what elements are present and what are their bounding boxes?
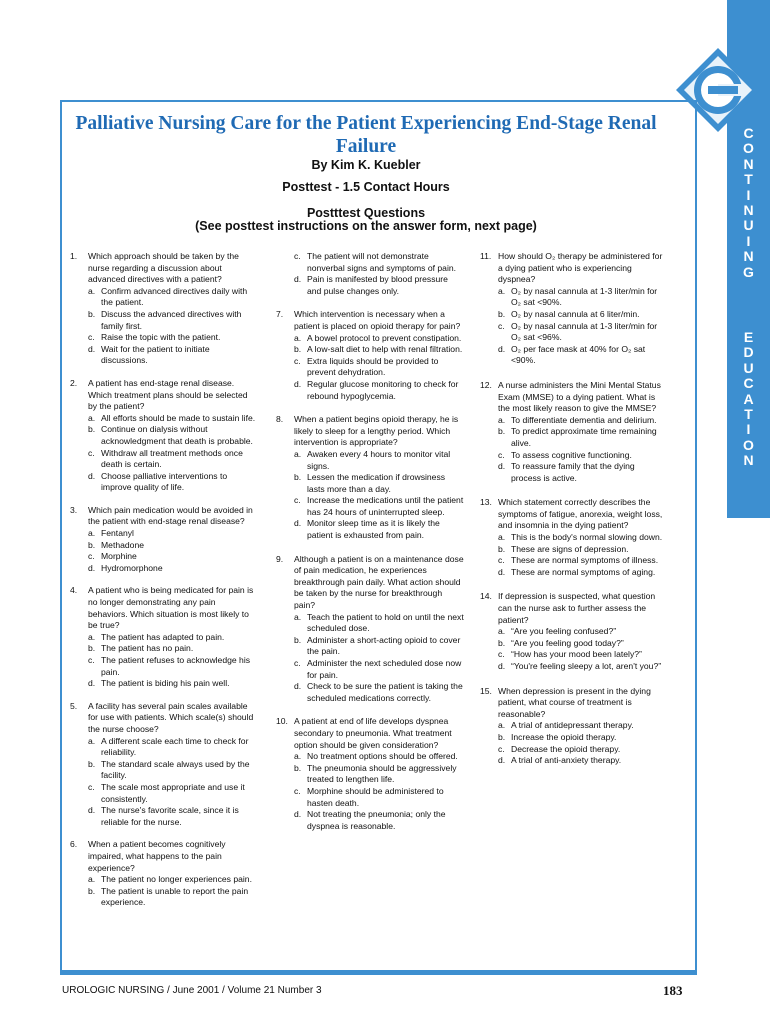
answer-option [276, 809, 464, 832]
option-text: Raise the topic with the patient. [101, 332, 221, 343]
option-letter: a. [88, 735, 96, 746]
option-letter: c. [294, 658, 301, 668]
question-text: A facility has several pain scales available for use with patients. Which scale(s) should the nurse choose? [88, 700, 254, 734]
option-text: Administer a short-acting opioid to cover the pain. [307, 634, 461, 657]
option-text: The patient has adapted to pain. [101, 631, 225, 642]
answer-option [70, 643, 257, 655]
answer-option [70, 540, 257, 552]
question-text: Which intervention is necessary when a patient is placed on opioid therapy for pain? [294, 309, 461, 331]
question-number: 10. [276, 716, 288, 727]
answer-option [70, 551, 257, 563]
question-2 [70, 378, 257, 494]
option-text: These are normal symptoms of aging. [511, 566, 656, 577]
option-letter: a. [498, 532, 506, 543]
question-text: If depression is suspected, what question can the nurse ask to further assess the patient? [498, 591, 656, 625]
question-8 [276, 414, 464, 542]
answer-option [70, 332, 257, 344]
answer-option [480, 309, 666, 321]
option-text: Extra liquids should be provided to prevent dehydration. [307, 355, 439, 378]
option-letter: b. [294, 472, 302, 483]
question-number: 14. [480, 591, 492, 602]
option-letter: a. [294, 448, 302, 459]
answer-option [276, 472, 464, 495]
option-letter: a. [498, 720, 506, 731]
option-letter: c. [294, 251, 301, 261]
option-letter: b. [294, 762, 302, 773]
option-text: Lessen the medication if drowsiness lasts more than a day. [307, 472, 446, 494]
option-text: Check to be sure the patient is taking the scheduled medications correctly. [307, 681, 463, 703]
question-13 [480, 497, 666, 578]
answer-option [276, 379, 464, 402]
option-text: O₂ per face mask at 40% for O₂ sat <90%. [511, 343, 646, 366]
question-3 [70, 505, 257, 575]
question-text: Which pain medication would be avoided in the patient with end-stage renal disease? [88, 504, 253, 527]
answer-option [480, 732, 666, 744]
question-text: When a patient begins opioid therapy, he is likely to sleep for a lengthy period. Which intervention is appropriate? [294, 414, 459, 448]
option-letter: a. [498, 285, 506, 296]
question-14 [480, 591, 666, 672]
question-number: 2. [70, 377, 78, 388]
option-text: The pneumonia should be aggressively treated to lengthen life. [307, 762, 457, 785]
option-text: Fentanyl [101, 528, 134, 539]
option-letter: d. [88, 562, 96, 573]
option-text: These are signs of depression. [511, 543, 629, 554]
option-text: Administer the next scheduled dose now for pain. [307, 658, 462, 680]
answer-option [276, 612, 464, 635]
question-number: 3. [70, 504, 78, 515]
question-number: 6. [70, 839, 78, 850]
question-text: How should O₂ therapy be administered for a dying patient who is experiencing dyspnea? [498, 251, 663, 285]
instructions-note: (See posttest instructions on the answer form, next page) [195, 219, 537, 233]
question-9 [276, 554, 464, 705]
answer-option [70, 528, 257, 540]
questions-heading: Postttest Questions [306, 206, 426, 220]
answer-option [480, 638, 666, 650]
contact-hours: Posttest - 1.5 Contact Hours [282, 180, 450, 194]
answer-option [276, 274, 464, 297]
option-letter: b. [88, 539, 96, 550]
option-letter: d. [88, 470, 96, 481]
option-letter: d. [88, 805, 96, 816]
question-text: Which approach should be taken by the nurse regarding a discussion about advanced directives with a patient? [88, 251, 239, 285]
answer-option [480, 450, 666, 462]
answer-option [70, 471, 257, 494]
option-letter: a. [498, 626, 506, 637]
option-letter: a. [294, 751, 302, 762]
answer-option [70, 632, 257, 644]
answer-option [480, 744, 666, 756]
option-letter: d. [294, 681, 302, 692]
answer-option [70, 736, 257, 759]
answer-option [276, 333, 464, 345]
option-text: The scale most appropriate and use it consistently. [101, 781, 245, 804]
answer-option [480, 720, 666, 732]
option-text: Regular glucose monitoring to check for rebound hypoglycemia. [307, 378, 459, 401]
answer-option [276, 356, 464, 379]
answer-option [276, 518, 464, 541]
answer-option [276, 681, 464, 704]
option-letter: c. [498, 320, 505, 331]
option-letter: c. [498, 555, 505, 566]
option-letter: c. [498, 649, 505, 660]
question-12 [480, 380, 666, 484]
option-letter: d. [498, 343, 506, 354]
option-text: The patient will not demonstrate nonverbal signs and symptoms of pain. [307, 251, 457, 273]
question-continued [276, 251, 464, 297]
option-letter: b. [498, 543, 506, 554]
option-text: To predict approximate time remaining alive. [511, 426, 657, 448]
answer-option [70, 413, 257, 425]
question-text: A patient has end-stage renal disease. Which treatment plans should be selected by the patient? [88, 377, 248, 412]
option-letter: d. [294, 809, 302, 820]
question-number: 8. [276, 414, 284, 425]
option-text: “How has your mood been lately?” [511, 649, 642, 660]
question-number: 4. [70, 585, 78, 596]
option-letter: d. [88, 343, 96, 354]
answer-option [480, 321, 666, 344]
option-text: Hydromorphone [101, 562, 163, 573]
option-letter: b. [88, 885, 96, 896]
option-letter: a. [498, 414, 506, 425]
option-letter: d. [498, 661, 506, 671]
option-text: “Are you feeling confused?” [511, 626, 617, 637]
option-letter: c. [88, 332, 95, 343]
option-text: Confirm advanced directives daily with the patient. [101, 285, 248, 308]
answer-option [70, 874, 257, 886]
question-text: When a patient becomes cognitively impaired, what happens to the pain experience? [88, 839, 226, 873]
question-10 [276, 716, 464, 832]
option-letter: a. [294, 611, 302, 622]
option-letter: b. [294, 344, 302, 355]
answer-option [480, 755, 666, 767]
option-text: All efforts should be made to sustain life. [101, 412, 256, 423]
answer-option [70, 424, 257, 447]
option-letter: b. [88, 643, 96, 654]
question-column-1 [70, 251, 257, 909]
answer-option [276, 251, 464, 274]
answer-option [480, 461, 666, 484]
page-number: 183 [663, 983, 683, 998]
option-text: O₂ by nasal cannula at 1-3 liter/min for O₂ sat <90%. [511, 285, 658, 308]
question-15 [480, 686, 666, 767]
answer-option [276, 449, 464, 472]
option-text: The nurse's favorite scale, since it is reliable for the nurse. [101, 805, 239, 827]
option-text: The patient refuses to acknowledge his pain. [101, 655, 251, 677]
answer-option [480, 532, 666, 544]
option-text: Increase the medications until the patient has 24 hours of uninterrupted sleep. [307, 495, 464, 517]
answer-option [480, 567, 666, 579]
option-text: Discuss the advanced directives with family first. [101, 308, 242, 331]
question-11 [480, 251, 666, 367]
sidebar-word-continuing: C O N T I N U I N G [743, 125, 754, 280]
option-letter: d. [294, 274, 302, 285]
option-text: Decrease the opioid therapy. [511, 743, 621, 754]
answer-option [70, 286, 257, 309]
option-text: O₂ by nasal cannula at 1-3 liter/min for O₂ sat <96%. [511, 320, 658, 343]
option-text: To differentiate dementia and delirium. [511, 414, 657, 425]
option-text: “Are you feeling good today?” [511, 637, 624, 648]
option-letter: b. [88, 424, 96, 435]
answer-option [70, 678, 257, 690]
question-4 [70, 585, 257, 689]
option-text: A bowel protocol to prevent constipation. [307, 332, 462, 343]
answer-option [480, 626, 666, 638]
question-1 [70, 251, 257, 367]
answer-option [480, 649, 666, 661]
answer-option [480, 426, 666, 449]
question-text: A nurse administers the Mini Mental Status Exam (MMSE) to a dying patient. What is the most likely reason to give the MMSE? [498, 379, 661, 414]
answer-option [70, 655, 257, 678]
answer-option [480, 544, 666, 556]
option-letter: a. [88, 528, 96, 539]
option-letter: c. [294, 495, 301, 506]
option-text: The patient no longer experiences pain. [101, 874, 252, 885]
article-title: Palliative Nursing Care for the Patient Experiencing End-Stage Renal Failure [75, 113, 657, 157]
question-number: 1. [70, 251, 78, 261]
question-number: 15. [480, 685, 492, 696]
option-letter: c. [88, 781, 95, 792]
option-text: A different scale each time to check for reliability. [101, 735, 249, 758]
answer-option [70, 759, 257, 782]
answer-option [276, 495, 464, 518]
option-text: These are normal symptoms of illness. [511, 555, 659, 566]
answer-option [276, 344, 464, 356]
answer-option [70, 805, 257, 828]
question-number: 11. [480, 251, 492, 261]
question-text: Which statement correctly describes the symptoms of fatigue, anorexia, weight loss, and insomnia in the dying patient? [498, 497, 663, 531]
option-letter: b. [498, 308, 506, 319]
option-text: Monitor sleep time as it is likely the patient is exhausted from pain. [307, 518, 440, 541]
question-column-2 [276, 251, 464, 832]
option-letter: c. [88, 447, 95, 458]
option-text: A trial of antidepressant therapy. [511, 720, 634, 731]
option-text: Morphine [101, 551, 137, 562]
option-text: Wait for the patient to initiate discussions. [101, 343, 210, 366]
answer-option [480, 415, 666, 427]
option-text: This is the body's normal slowing down. [511, 532, 663, 543]
option-text: The patient has no pain. [101, 643, 194, 654]
option-letter: d. [498, 566, 506, 577]
option-letter: c. [88, 551, 95, 562]
option-text: Choose palliative interventions to improve quality of life. [101, 470, 228, 493]
answer-option [276, 786, 464, 809]
answer-option [70, 782, 257, 805]
option-text: The patient is unable to report the pain experience. [101, 885, 249, 908]
option-letter: c. [294, 355, 301, 366]
answer-option [70, 344, 257, 367]
option-letter: a. [88, 412, 96, 423]
option-letter: b. [498, 426, 506, 437]
option-letter: d. [294, 518, 302, 529]
question-text: A patient at end of life develops dyspnea secondary to pneumonia. What treatment option should be given consideration? [294, 716, 452, 750]
option-text: O₂ by nasal cannula at 6 liter/min. [511, 308, 640, 319]
answer-option [276, 635, 464, 658]
option-letter: b. [498, 731, 506, 742]
option-text: A low-salt diet to help with renal filtration. [307, 344, 463, 355]
option-letter: a. [88, 285, 96, 296]
question-text: When depression is present in the dying patient, what course of treatment is reasonable? [498, 685, 651, 719]
option-text: Awaken every 4 hours to monitor vital signs. [307, 448, 451, 471]
option-text: “You're feeling sleepy a lot, aren't you?” [511, 661, 662, 671]
option-text: Increase the opioid therapy. [511, 731, 617, 742]
question-number: 5. [70, 700, 78, 711]
question-6 [70, 839, 257, 909]
question-7 [276, 309, 464, 402]
option-text: Continue on dialysis without acknowledgment that death is probable. [101, 424, 253, 446]
option-letter: a. [294, 332, 302, 343]
answer-option [70, 448, 257, 471]
question-column-3 [480, 251, 666, 767]
journal-citation: UROLOGIC NURSING / June 2001 / Volume 21 Number 3 [62, 985, 322, 996]
option-letter: d. [294, 378, 302, 389]
option-letter: b. [88, 308, 96, 319]
answer-option [276, 751, 464, 763]
option-letter: d. [498, 755, 506, 766]
option-text: No treatment options should be offered. [307, 751, 458, 762]
option-letter: c. [498, 743, 505, 754]
question-number: 7. [276, 309, 284, 320]
question-number: 9. [276, 553, 284, 564]
question-text: A patient who is being medicated for pain is no longer demonstrating any pain behaviors. Which situation is most likely to be true? [88, 585, 254, 631]
answer-option [70, 563, 257, 575]
option-letter: c. [498, 449, 505, 460]
option-letter: a. [88, 631, 96, 642]
answer-option [276, 763, 464, 786]
option-text: Pain is manifested by blood pressure and pulse changes only. [307, 274, 448, 296]
option-text: Not treating the pneumonia; only the dyspnea is reasonable. [307, 809, 446, 831]
answer-option [70, 886, 257, 909]
option-letter: b. [294, 634, 302, 645]
answer-option [70, 309, 257, 332]
option-letter: b. [498, 637, 506, 648]
option-letter: c. [294, 785, 301, 796]
option-letter: b. [88, 758, 96, 769]
author-byline: By Kim K. Kuebler [311, 158, 421, 172]
answer-option [276, 658, 464, 681]
option-letter: c. [88, 655, 95, 665]
question-text: Although a patient is on a maintenance dose of pain medication, he experiences breakthrough pain daily. What action should be taken by the nurse for breakthrough pain? [294, 553, 464, 611]
option-letter: a. [88, 874, 96, 885]
option-text: A trial of anti-anxiety therapy. [511, 755, 622, 766]
option-text: Morphine should be administered to hasten death. [307, 785, 444, 808]
footer-rule [60, 970, 697, 975]
answer-option [480, 286, 666, 309]
option-text: The standard scale always used by the facility. [101, 758, 250, 781]
option-text: Withdraw all treatment methods once death is certain. [101, 447, 243, 470]
option-text: Teach the patient to hold on until the next scheduled dose. [307, 611, 464, 634]
option-text: To reassure family that the dying process is active. [511, 461, 635, 483]
question-number: 13. [480, 497, 492, 508]
answer-option [480, 344, 666, 367]
answer-option [480, 555, 666, 567]
option-text: The patient is biding his pain well. [101, 678, 230, 689]
option-text: Methadone [101, 539, 145, 550]
sidebar-word-education: E D U C A T I O N [743, 329, 754, 469]
question-5 [70, 701, 257, 829]
option-letter: d. [88, 678, 96, 689]
question-number: 12. [480, 379, 492, 390]
answer-option [480, 661, 666, 673]
option-letter: d. [498, 461, 506, 472]
option-text: To assess cognitive functioning. [511, 449, 632, 460]
